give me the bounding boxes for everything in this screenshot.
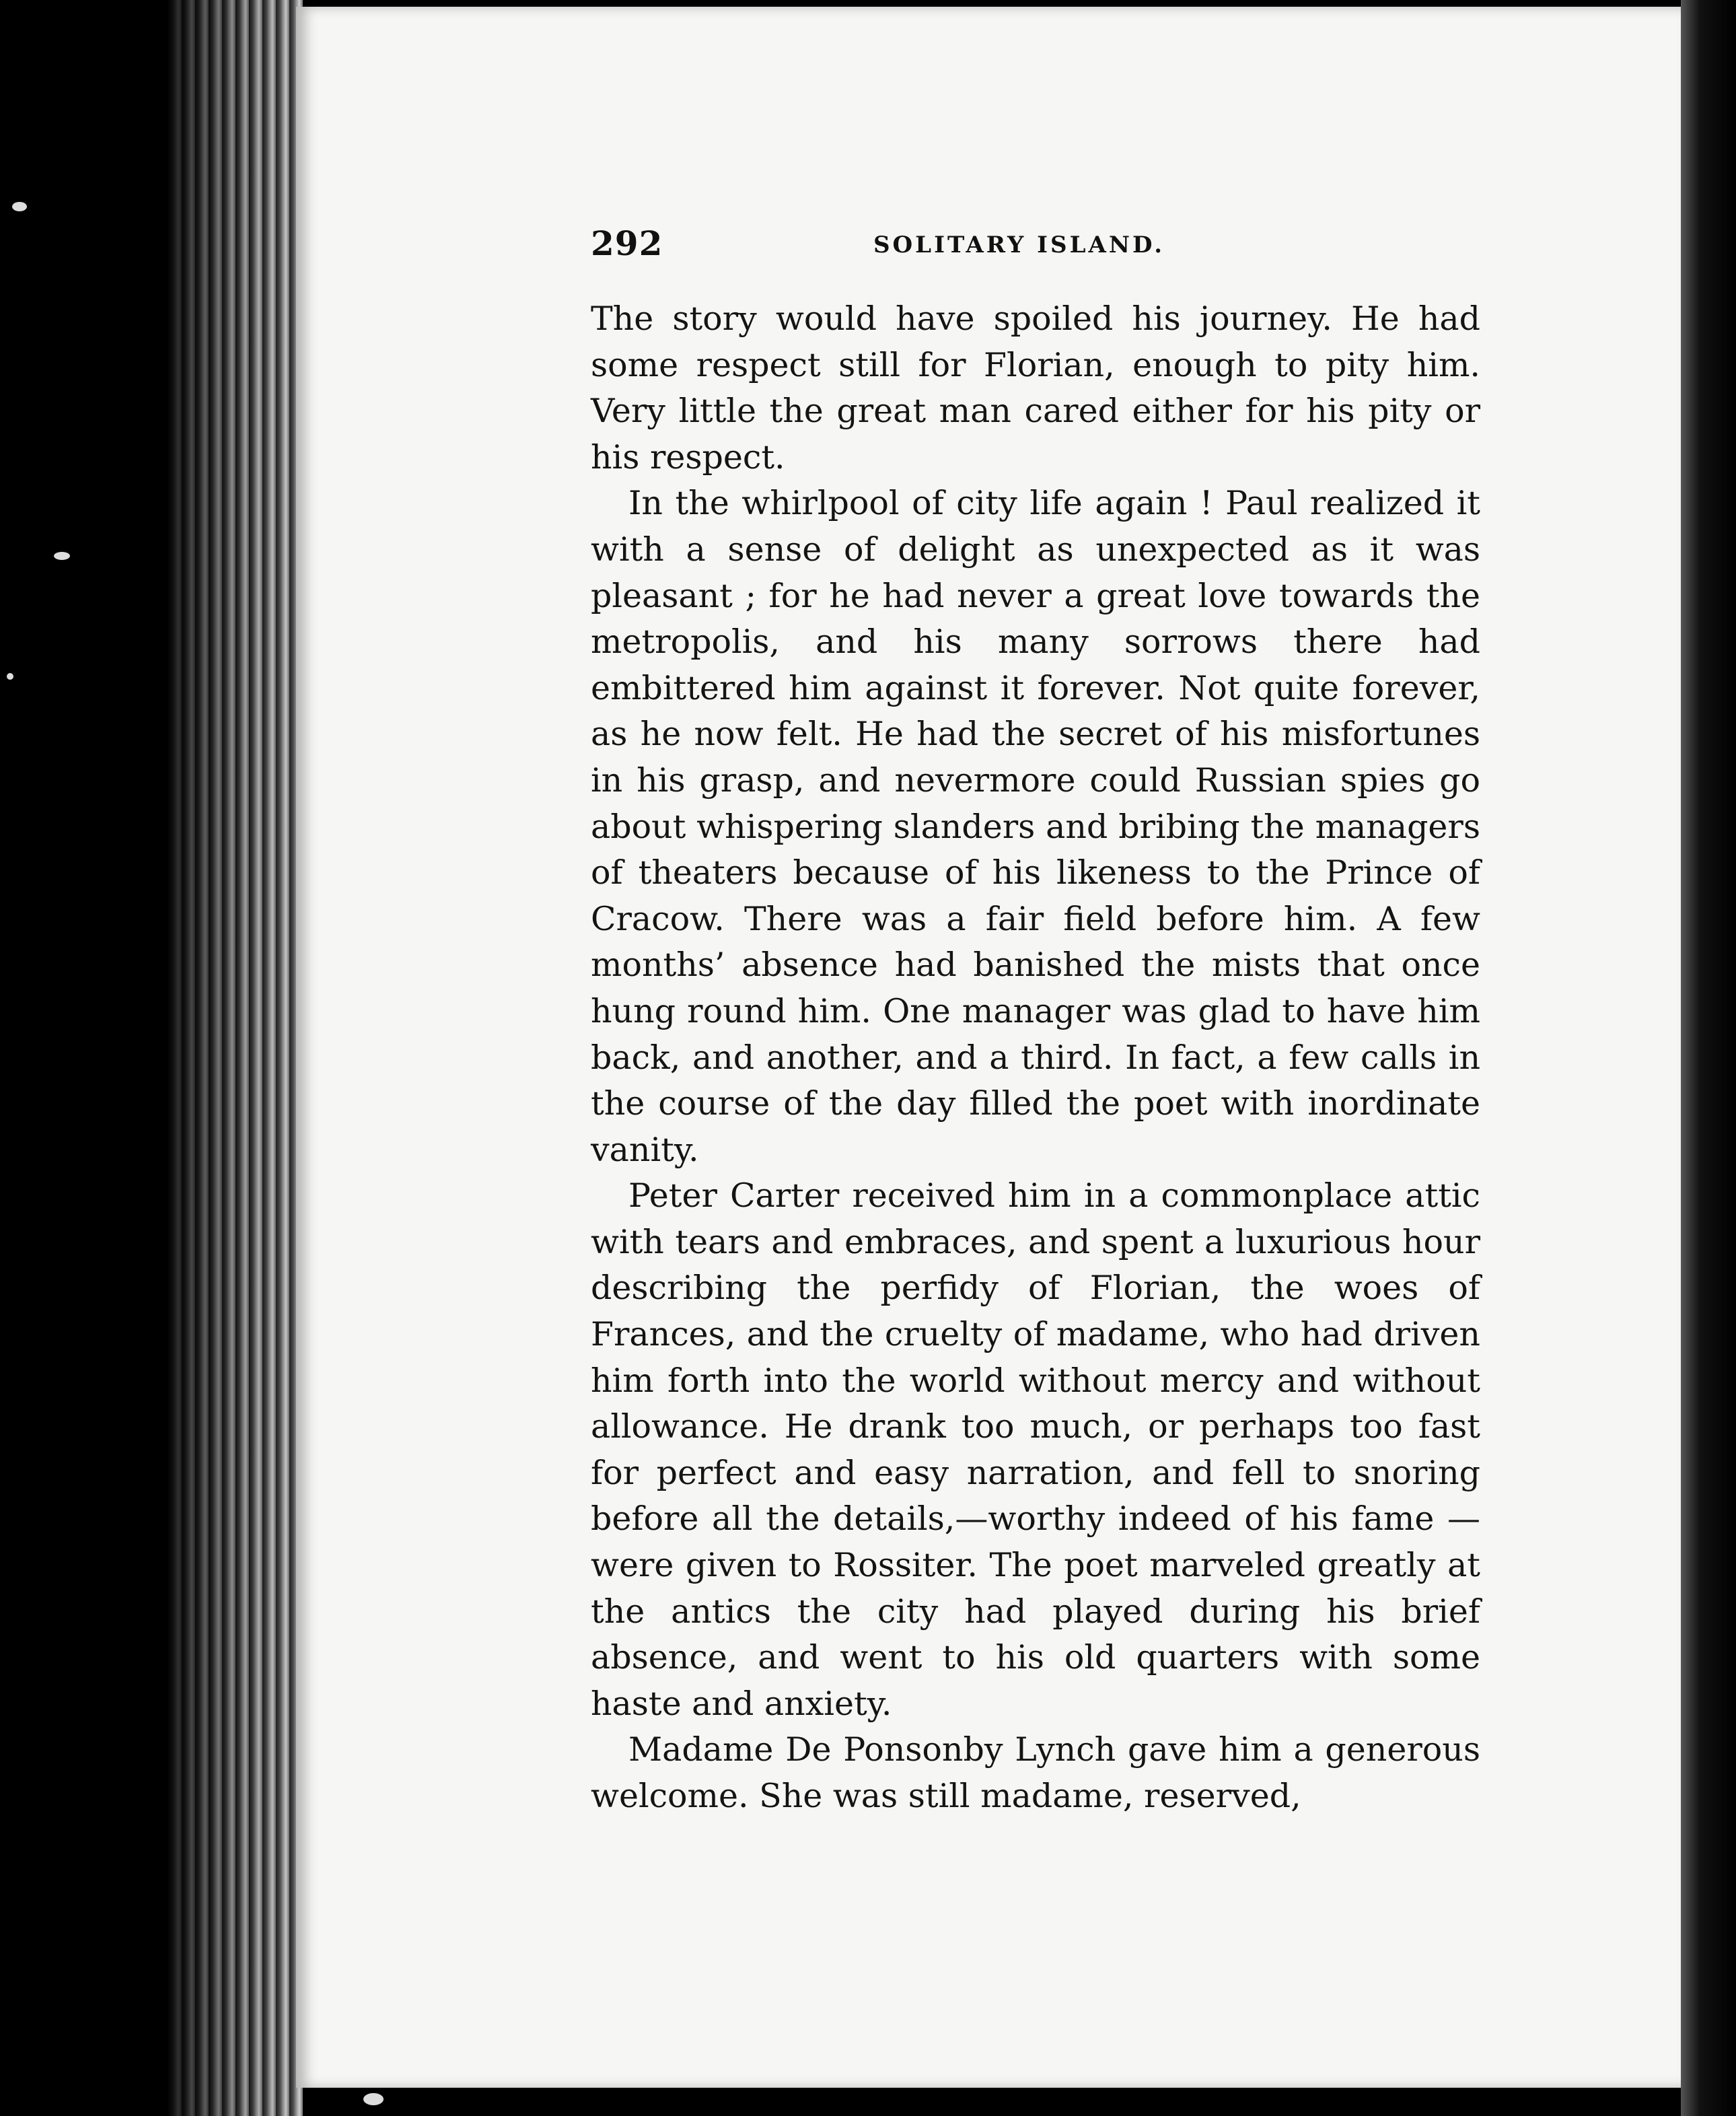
dust-speck (363, 2093, 384, 2105)
dust-speck (54, 552, 70, 560)
book-title: SOLITARY ISLAND. (873, 232, 1165, 258)
paragraph: In the whirlpool of city life again ! Paul realized it with a sense of delight as unexpected as it was pleasant ; for he had never a great love towards the metropolis, and his many sorrows there had embittered him against it forever. Not quite forever, as he now felt. He had the secret of his misfortunes in his grasp, and nevermore could Russian spies go about whispering slanders and bribing the managers of theaters because of his likeness to the Prince of Cracow. There was a fair field before him. A few months’ absence had banished the mists that once hung round him. One manager was glad to have him back, and another, and a third. In fact, a few calls in the course of the day filled the poet with inordinate vanity. (591, 484, 1480, 1169)
page-number: 292 (591, 223, 663, 263)
paragraph: The story would have spoiled his journey. He had some respect still for Florian, enough to pity him. Very little the great man cared either for his pity or his respect. (591, 299, 1480, 477)
body-text (591, 296, 1480, 1820)
running-head (591, 223, 1480, 271)
dust-speck (7, 673, 13, 680)
paragraph: Peter Carter received him in a commonplace attic with tears and embraces, and spent a luxurious hour describing the perfidy of Florian, the woes of Frances, and the cruelty of madame, who had driven him forth into the world without mercy and without allowance. He drank too much, or perhaps too fast for perfect and easy narration, and fell to snoring before all the details,—worthy indeed of his fame —were given to Rossiter. The poet marveled greatly at the antics the city had played during his brief absence, and went to his old quarters with some haste and anxiety. (591, 1176, 1480, 1723)
right-binding-strip (1681, 0, 1736, 2116)
dust-speck (12, 202, 27, 211)
page-edges (168, 0, 303, 2116)
paragraph: Madame De Ponsonby Lynch gave him a generous welcome. She was still madame, reserved, (591, 1730, 1480, 1815)
